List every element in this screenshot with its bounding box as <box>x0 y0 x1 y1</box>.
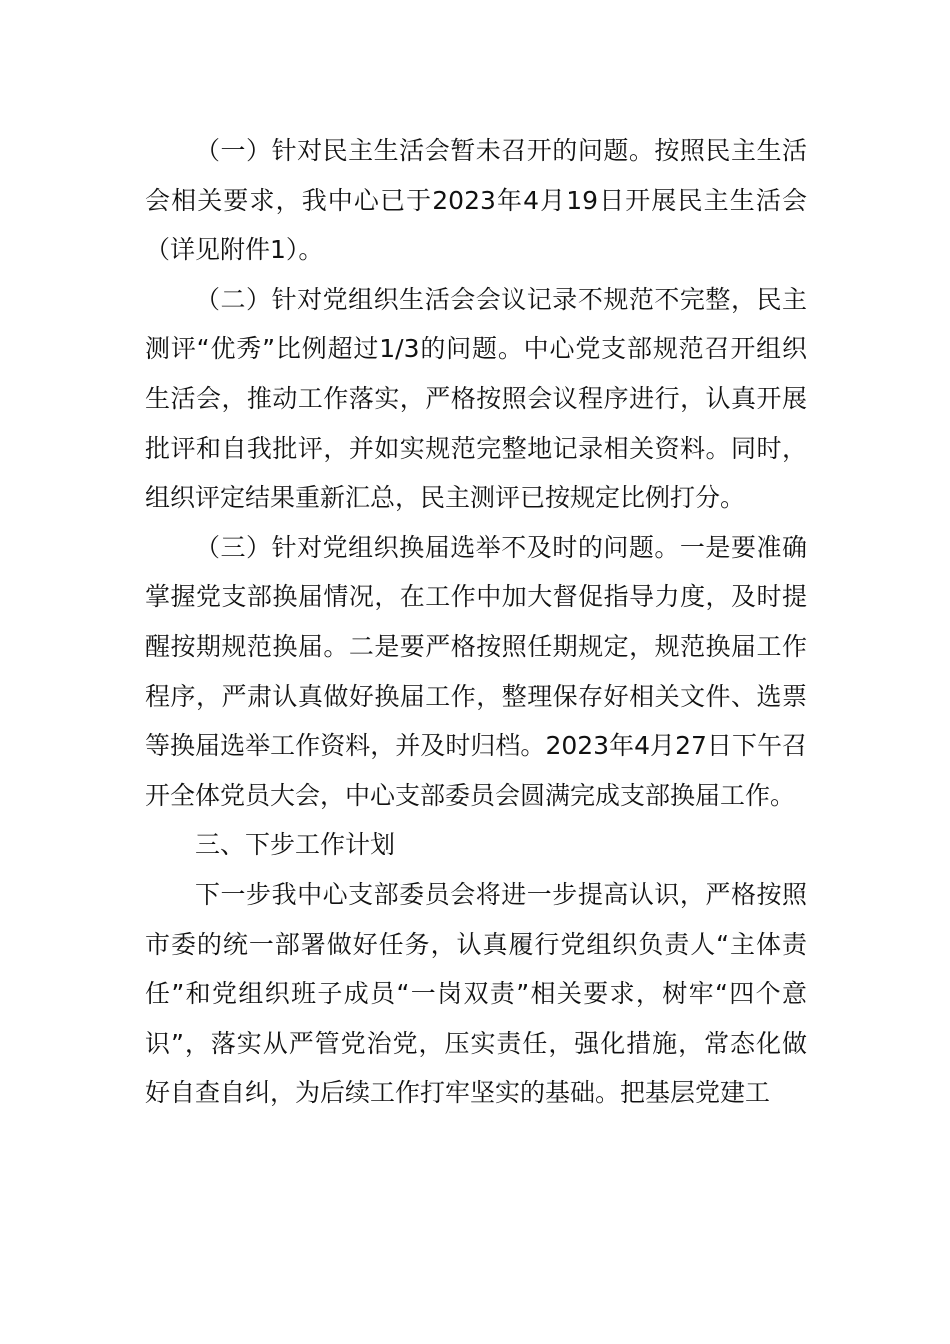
document-body <box>145 126 807 1118</box>
section-heading: 三、下步工作计划 <box>195 830 396 860</box>
paragraph-item-2: （二）针对党组织生活会会议记录不规范不完整，民主测评“优秀”比例超过1/3的问题。中心党支部规范召开组织生活会，推动工作落实，严格按照会议程序进行，认真开展批评和自我批评，并如实规范完整地记录相关资料。同时，组织评定结果重新汇总，民主测评已按规定比例打分。 <box>145 284 807 513</box>
paragraph-item-4: 下一步我中心支部委员会将进一步提高认识，严格按照市委的统一部署做好任务，认真履行党组织负责人“主体责任”和党组织班子成员“一岗双责”相关要求，树牢“四个意识”，落实从严管党治党，压实责任，强化措施，常态化做好自查自纠，为后续工作打牢坚实的基础。把基层党建工 <box>145 879 807 1108</box>
paragraph-item-3: （三）针对党组织换届选举不及时的问题。一是要准确掌握党支部换届情况，在工作中加大督促指导力度，及时提醒按期规范换届。二是要严格按照任期规定，规范换届工作程序，严肃认真做好换届工作，整理保存好相关文件、选票等换届选举工作资料，并及时归档。2023年4月27日下午召开全体党员大会，中心支部委员会圆满完成支部换届工作。 <box>145 532 807 810</box>
paragraph-item-1: （一）针对民主生活会暂未召开的问题。按照民主生活会相关要求，我中心已于2023年4月19日开展民主生活会（详见附件1）。 <box>145 136 807 265</box>
